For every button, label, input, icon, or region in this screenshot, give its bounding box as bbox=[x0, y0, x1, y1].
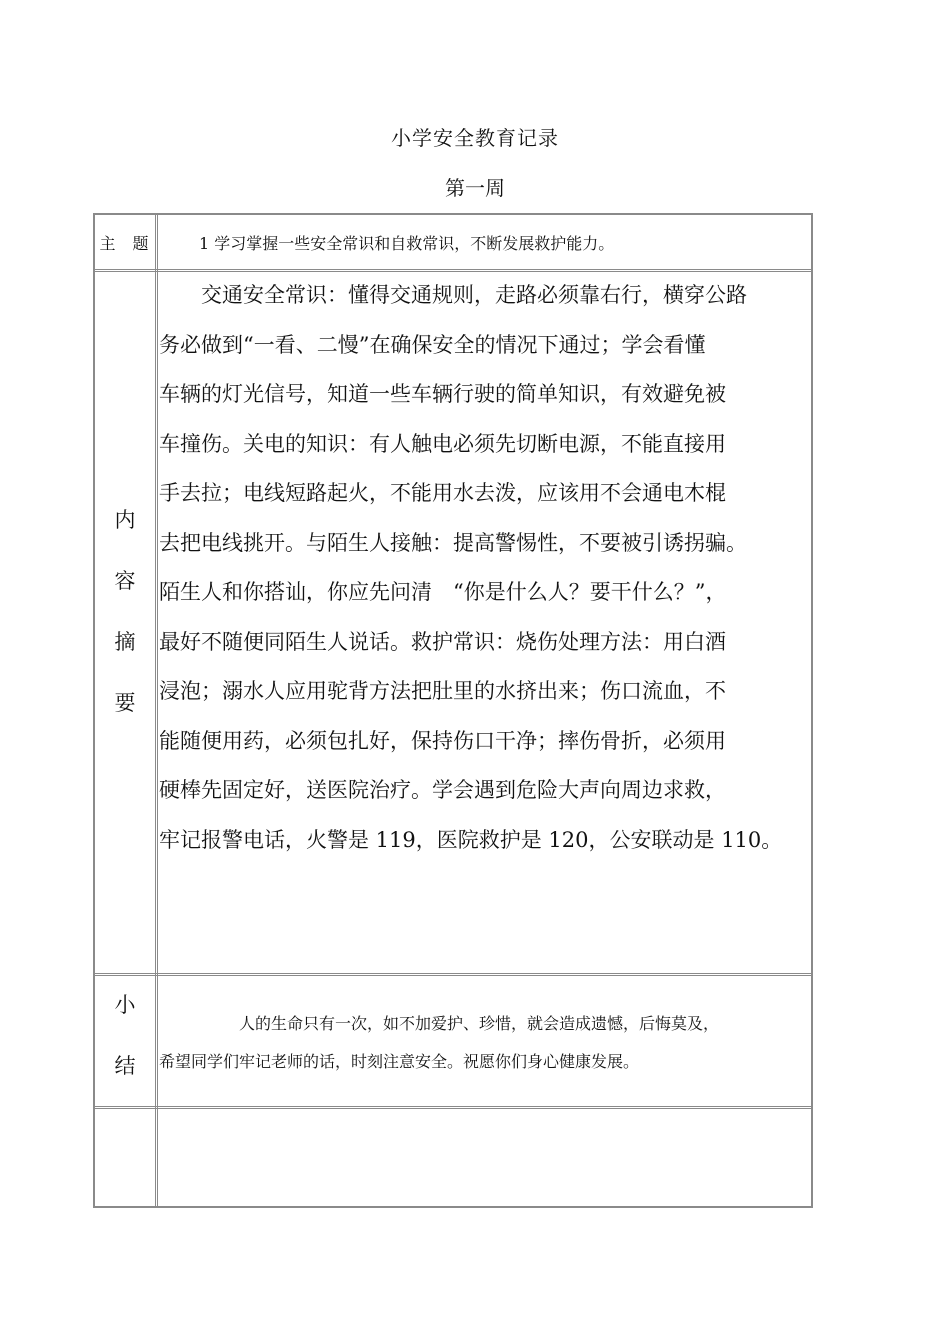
content-line: 去把电线挑开。与陌生人接触：提高警惕性，不要被引诱拐骗。 bbox=[159, 530, 747, 555]
topic-text: 1 学习掌握一些安全常识和自救常识，不断发展救护能力。 bbox=[199, 234, 615, 253]
content-label-char: 要 bbox=[114, 691, 136, 715]
content-line: 交通安全常识：懂得交通规则，走路必须靠右行，横穿公路 bbox=[159, 283, 747, 307]
summary-text bbox=[159, 1005, 819, 1081]
content-summary-text bbox=[159, 271, 819, 865]
content-line: 浸泡；溺水人应用驼背方法把肚里的水挤出来；伤口流血，不 bbox=[159, 679, 726, 703]
summary-label-char: 小 bbox=[114, 993, 136, 1017]
week-label: 第一周 bbox=[445, 176, 505, 200]
content-line: 牢记报警电话，火警是 119，医院救护是 120，公安联动是 110。 bbox=[159, 827, 783, 852]
topic-label: 主 题 bbox=[99, 233, 155, 253]
content-label-char: 容 bbox=[114, 569, 136, 593]
content-label-char: 内 bbox=[114, 508, 136, 532]
content-line: 车撞伤。关电的知识：有人触电必须先切断电源，不能直接用 bbox=[159, 431, 726, 456]
summary-line: 人的生命只有一次，如不加爱护、珍惜，就会造成遗憾，后悔莫及， bbox=[159, 1014, 720, 1033]
content-line: 务必做到“一看、二慢”在确保安全的情况下通过；学会看懂 bbox=[159, 332, 706, 357]
summary-line: 希望同学们牢记老师的话，时刻注意安全。祝愿你们身心健康发展。 bbox=[159, 1052, 640, 1071]
content-line: 能随便用药，必须包扎好，保持伤口干净；摔伤骨折，必须用 bbox=[159, 728, 726, 753]
row-divider-summary bbox=[95, 1106, 811, 1109]
record-table bbox=[93, 213, 813, 1208]
content-line: 最好不随便同陌生人说话。救护常识：烧伤处理方法：用白酒 bbox=[159, 629, 726, 654]
document-title: 小学安全教育记录 bbox=[391, 126, 559, 150]
row-divider-content bbox=[95, 973, 811, 976]
content-line: 陌生人和你搭讪，你应先问清 “你是什么人？要干什么？”， bbox=[159, 580, 727, 604]
content-label-char: 摘 bbox=[114, 630, 136, 654]
column-divider bbox=[155, 215, 158, 1206]
summary-label bbox=[95, 975, 155, 1097]
content-line: 硬棒先固定好，送医院治疗。学会遇到危险大声向周边求救， bbox=[159, 778, 726, 802]
content-line: 车辆的灯光信号，知道一些车辆行驶的简单知识，有效避免被 bbox=[159, 382, 726, 406]
summary-label-char: 结 bbox=[114, 1054, 136, 1078]
content-line: 手去拉；电线短路起火，不能用水去泼，应该用不会通电木棍 bbox=[159, 481, 726, 505]
content-label bbox=[95, 490, 155, 734]
